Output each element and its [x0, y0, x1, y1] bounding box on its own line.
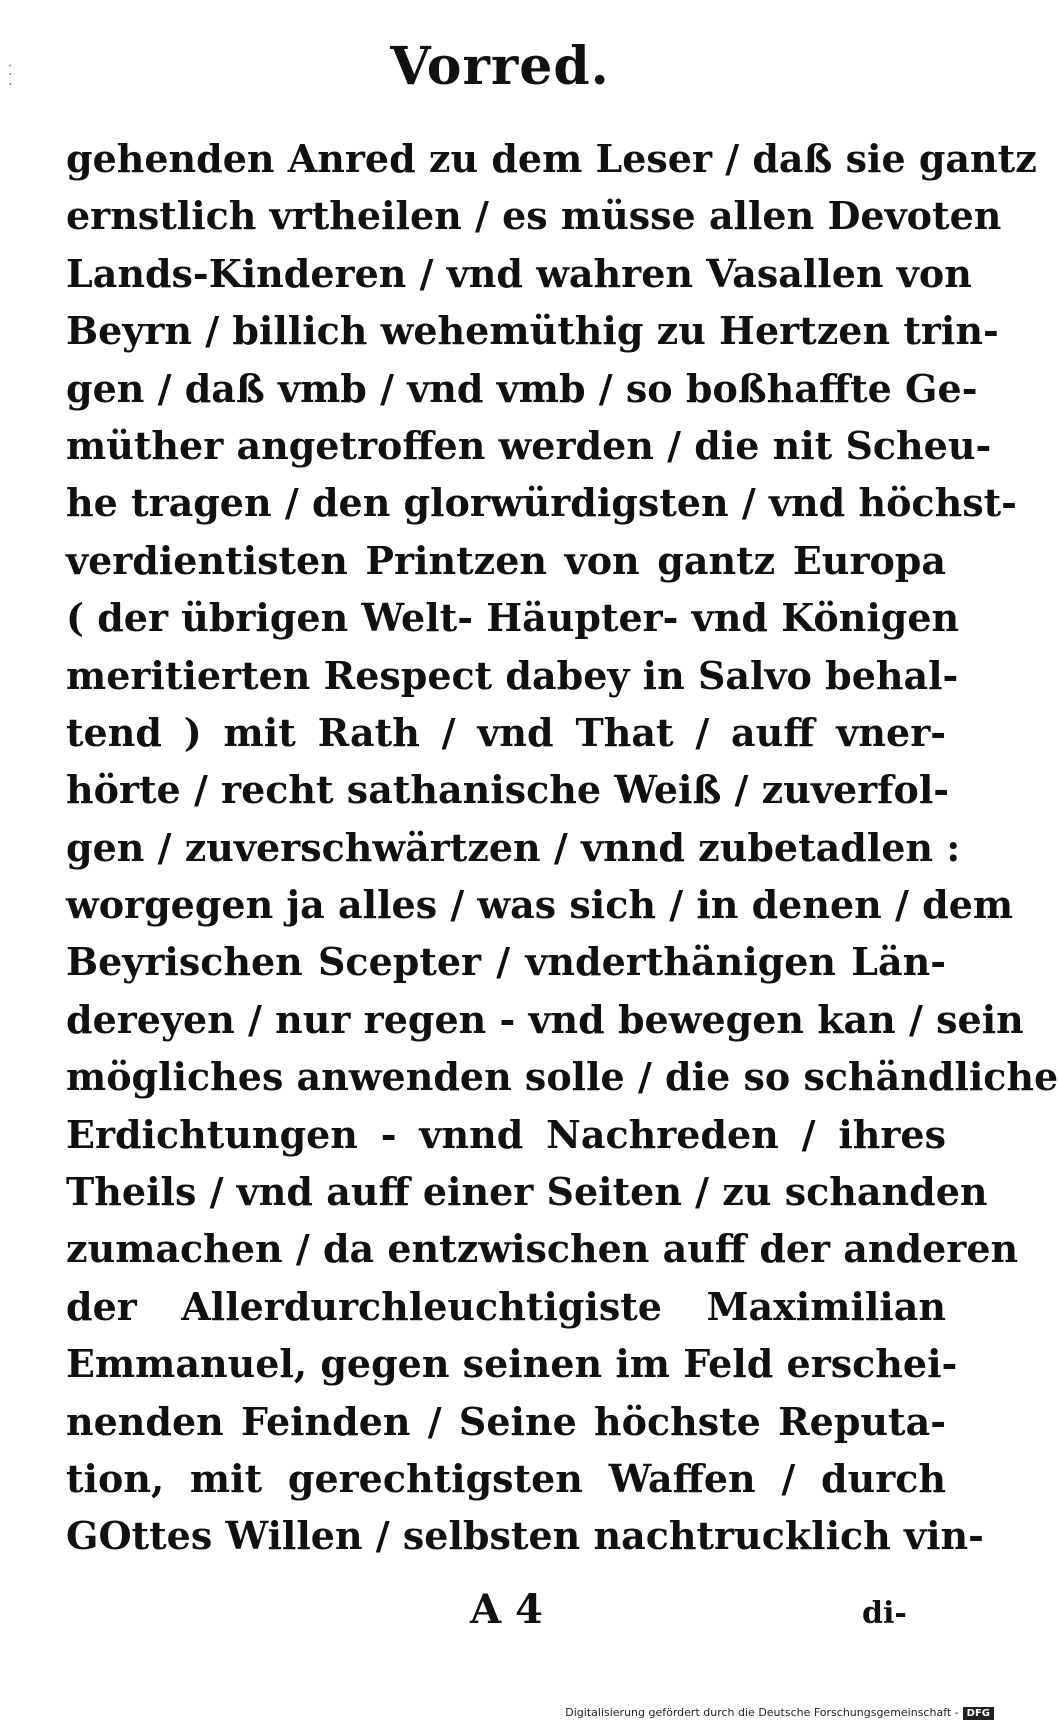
text-line: Beyrischen Scepter / vnderthänigen Län- — [66, 939, 946, 985]
text-line: der Allerdurchleuchtigiste Maximilian — [66, 1283, 946, 1329]
text-line: nenden Feinden / Seine höchste Reputa- — [66, 1398, 946, 1444]
catchword: di- — [862, 1596, 907, 1631]
text-line: he tragen / den glorwürdigsten / vnd höchst- — [66, 480, 1017, 526]
text-line: gen / zuverschwärtzen / vnnd zubetadlen : — [66, 824, 961, 870]
text-line: tend ) mit Rath / vnd That / auff vner- — [66, 709, 946, 755]
digitization-credit: Digitalisierung gefördert durch die Deutsche Forschungsgemeinschaft - — [565, 1706, 959, 1719]
text-line: meritierten Respect dabey in Salvo behal- — [66, 652, 959, 698]
text-line: zumachen / da entzwischen auff der anderen — [66, 1226, 1019, 1272]
text-line: ( der übrigen Welt- Häupter- vnd Königen — [66, 595, 960, 641]
text-line: worgegen ja alles / was sich / in denen / dem — [66, 882, 1014, 928]
dfg-logo: DFG — [963, 1707, 994, 1720]
text-line: tion, mit gerechtigsten Waffen / durch — [66, 1455, 946, 1501]
running-header: Vorred. — [390, 36, 610, 97]
text-line: Lands-Kinderen / vnd wahren Vasallen von — [66, 250, 972, 296]
text-line: GOttes Willen / selbsten nachtrucklich vin- — [66, 1513, 984, 1559]
text-line: Beyrn / billich wehemüthig zu Hertzen trin- — [66, 308, 999, 354]
body-text — [66, 130, 1058, 1565]
text-line: verdientisten Printzen von gantz Europa — [66, 537, 946, 583]
text-line: müther angetroffen werden / die nit Scheu- — [66, 422, 992, 468]
signature-mark: A 4 — [470, 1586, 543, 1633]
digitization-footer — [0, 1706, 994, 1720]
text-line: ernstlich vrtheilen / es müsse allen Devoten — [66, 193, 1002, 239]
text-line: gehenden Anred zu dem Leser / daß sie gantz — [66, 136, 1037, 181]
margin-speck: ⁚ · — [8, 63, 13, 93]
text-line: Emmanuel, gegen seinen im Feld erschei- — [66, 1341, 958, 1387]
text-line: Theils / vnd auff einer Seiten / zu schanden — [66, 1169, 988, 1215]
text-line: dereyen / nur regen - vnd bewegen kan / sein — [66, 996, 1024, 1042]
text-line: gen / daß vmb / vnd vmb / so boßhaffte Ge- — [66, 365, 978, 411]
text-line: Erdichtungen - vnnd Nachreden / ihres — [66, 1111, 946, 1157]
text-line: hörte / recht sathanische Weiß / zuverfol- — [66, 767, 950, 813]
text-line: mögliches anwenden solle / die so schändliche — [66, 1054, 1058, 1100]
